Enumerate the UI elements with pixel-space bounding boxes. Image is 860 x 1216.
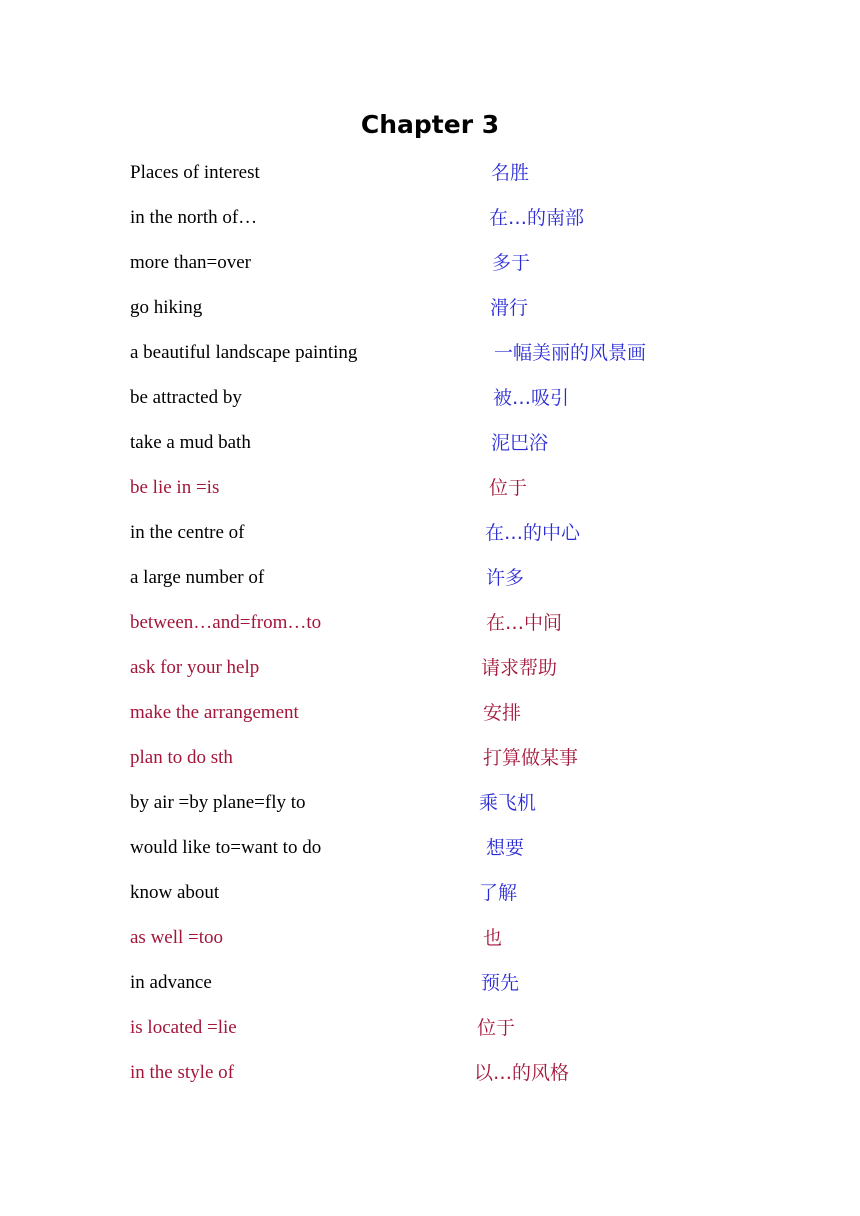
chinese-meaning: 一幅美丽的风景画 bbox=[494, 342, 647, 364]
vocab-row bbox=[0, 700, 860, 730]
vocab-row bbox=[0, 1015, 860, 1045]
chapter-title: Chapter 3 bbox=[360, 110, 500, 139]
chinese-meaning: 泥巴浴 bbox=[491, 432, 549, 454]
english-phrase: would like to=want to do bbox=[130, 837, 322, 858]
chinese-meaning: 位于 bbox=[489, 477, 528, 499]
vocab-row bbox=[0, 295, 860, 325]
chinese-meaning: 名胜 bbox=[491, 162, 530, 184]
chinese-meaning: 乘飞机 bbox=[479, 792, 537, 814]
vocab-row bbox=[0, 925, 860, 955]
chinese-meaning: 以…的风格 bbox=[474, 1062, 570, 1084]
english-phrase: Places of interest bbox=[130, 162, 260, 183]
english-phrase: more than=over bbox=[130, 252, 251, 273]
english-phrase: be attracted by bbox=[130, 387, 242, 408]
chinese-meaning: 在…的南部 bbox=[489, 207, 585, 229]
vocab-row bbox=[0, 970, 860, 1000]
chinese-meaning: 打算做某事 bbox=[483, 747, 579, 769]
chinese-meaning: 滑行 bbox=[490, 297, 529, 319]
chinese-meaning: 请求帮助 bbox=[481, 657, 558, 679]
english-phrase: a large number of bbox=[130, 567, 265, 588]
english-phrase: by air =by plane=fly to bbox=[130, 792, 306, 813]
english-phrase: plan to do sth bbox=[130, 747, 233, 768]
chinese-meaning: 安排 bbox=[483, 702, 522, 724]
vocab-row bbox=[0, 430, 860, 460]
vocab-row bbox=[0, 745, 860, 775]
english-phrase: go hiking bbox=[130, 297, 203, 318]
vocab-row bbox=[0, 565, 860, 595]
english-phrase: between…and=from…to bbox=[130, 612, 322, 633]
chinese-meaning: 位于 bbox=[477, 1017, 516, 1039]
chinese-meaning: 在…中间 bbox=[486, 612, 563, 634]
vocab-row bbox=[0, 880, 860, 910]
vocab-row bbox=[0, 835, 860, 865]
english-phrase: is located =lie bbox=[130, 1017, 237, 1038]
chinese-meaning: 被…吸引 bbox=[493, 387, 570, 409]
english-phrase: make the arrangement bbox=[130, 702, 299, 723]
chinese-meaning: 也 bbox=[483, 927, 503, 949]
chinese-meaning: 多于 bbox=[492, 252, 531, 274]
english-phrase: as well =too bbox=[130, 927, 224, 948]
english-phrase: know about bbox=[130, 882, 220, 903]
english-phrase: be lie in =is bbox=[130, 477, 220, 498]
vocab-row bbox=[0, 340, 860, 370]
english-phrase: in the north of… bbox=[130, 207, 258, 228]
english-phrase: take a mud bath bbox=[130, 432, 251, 453]
english-phrase: in the centre of bbox=[130, 522, 245, 543]
vocab-row bbox=[0, 475, 860, 505]
english-phrase: in the style of bbox=[130, 1062, 234, 1083]
vocab-row bbox=[0, 385, 860, 415]
vocab-row bbox=[0, 160, 860, 190]
chinese-meaning: 了解 bbox=[479, 882, 518, 904]
vocab-row bbox=[0, 250, 860, 280]
vocab-row bbox=[0, 790, 860, 820]
english-phrase: in advance bbox=[130, 972, 212, 993]
chinese-meaning: 想要 bbox=[486, 837, 525, 859]
chinese-meaning: 预先 bbox=[481, 972, 520, 994]
vocab-row bbox=[0, 205, 860, 235]
english-phrase: ask for your help bbox=[130, 657, 260, 678]
chinese-meaning: 许多 bbox=[486, 567, 525, 589]
vocab-row bbox=[0, 1060, 860, 1090]
english-phrase: a beautiful landscape painting bbox=[130, 342, 358, 363]
vocab-row bbox=[0, 520, 860, 550]
vocab-row bbox=[0, 610, 860, 640]
chinese-meaning: 在…的中心 bbox=[485, 522, 581, 544]
vocab-row bbox=[0, 655, 860, 685]
